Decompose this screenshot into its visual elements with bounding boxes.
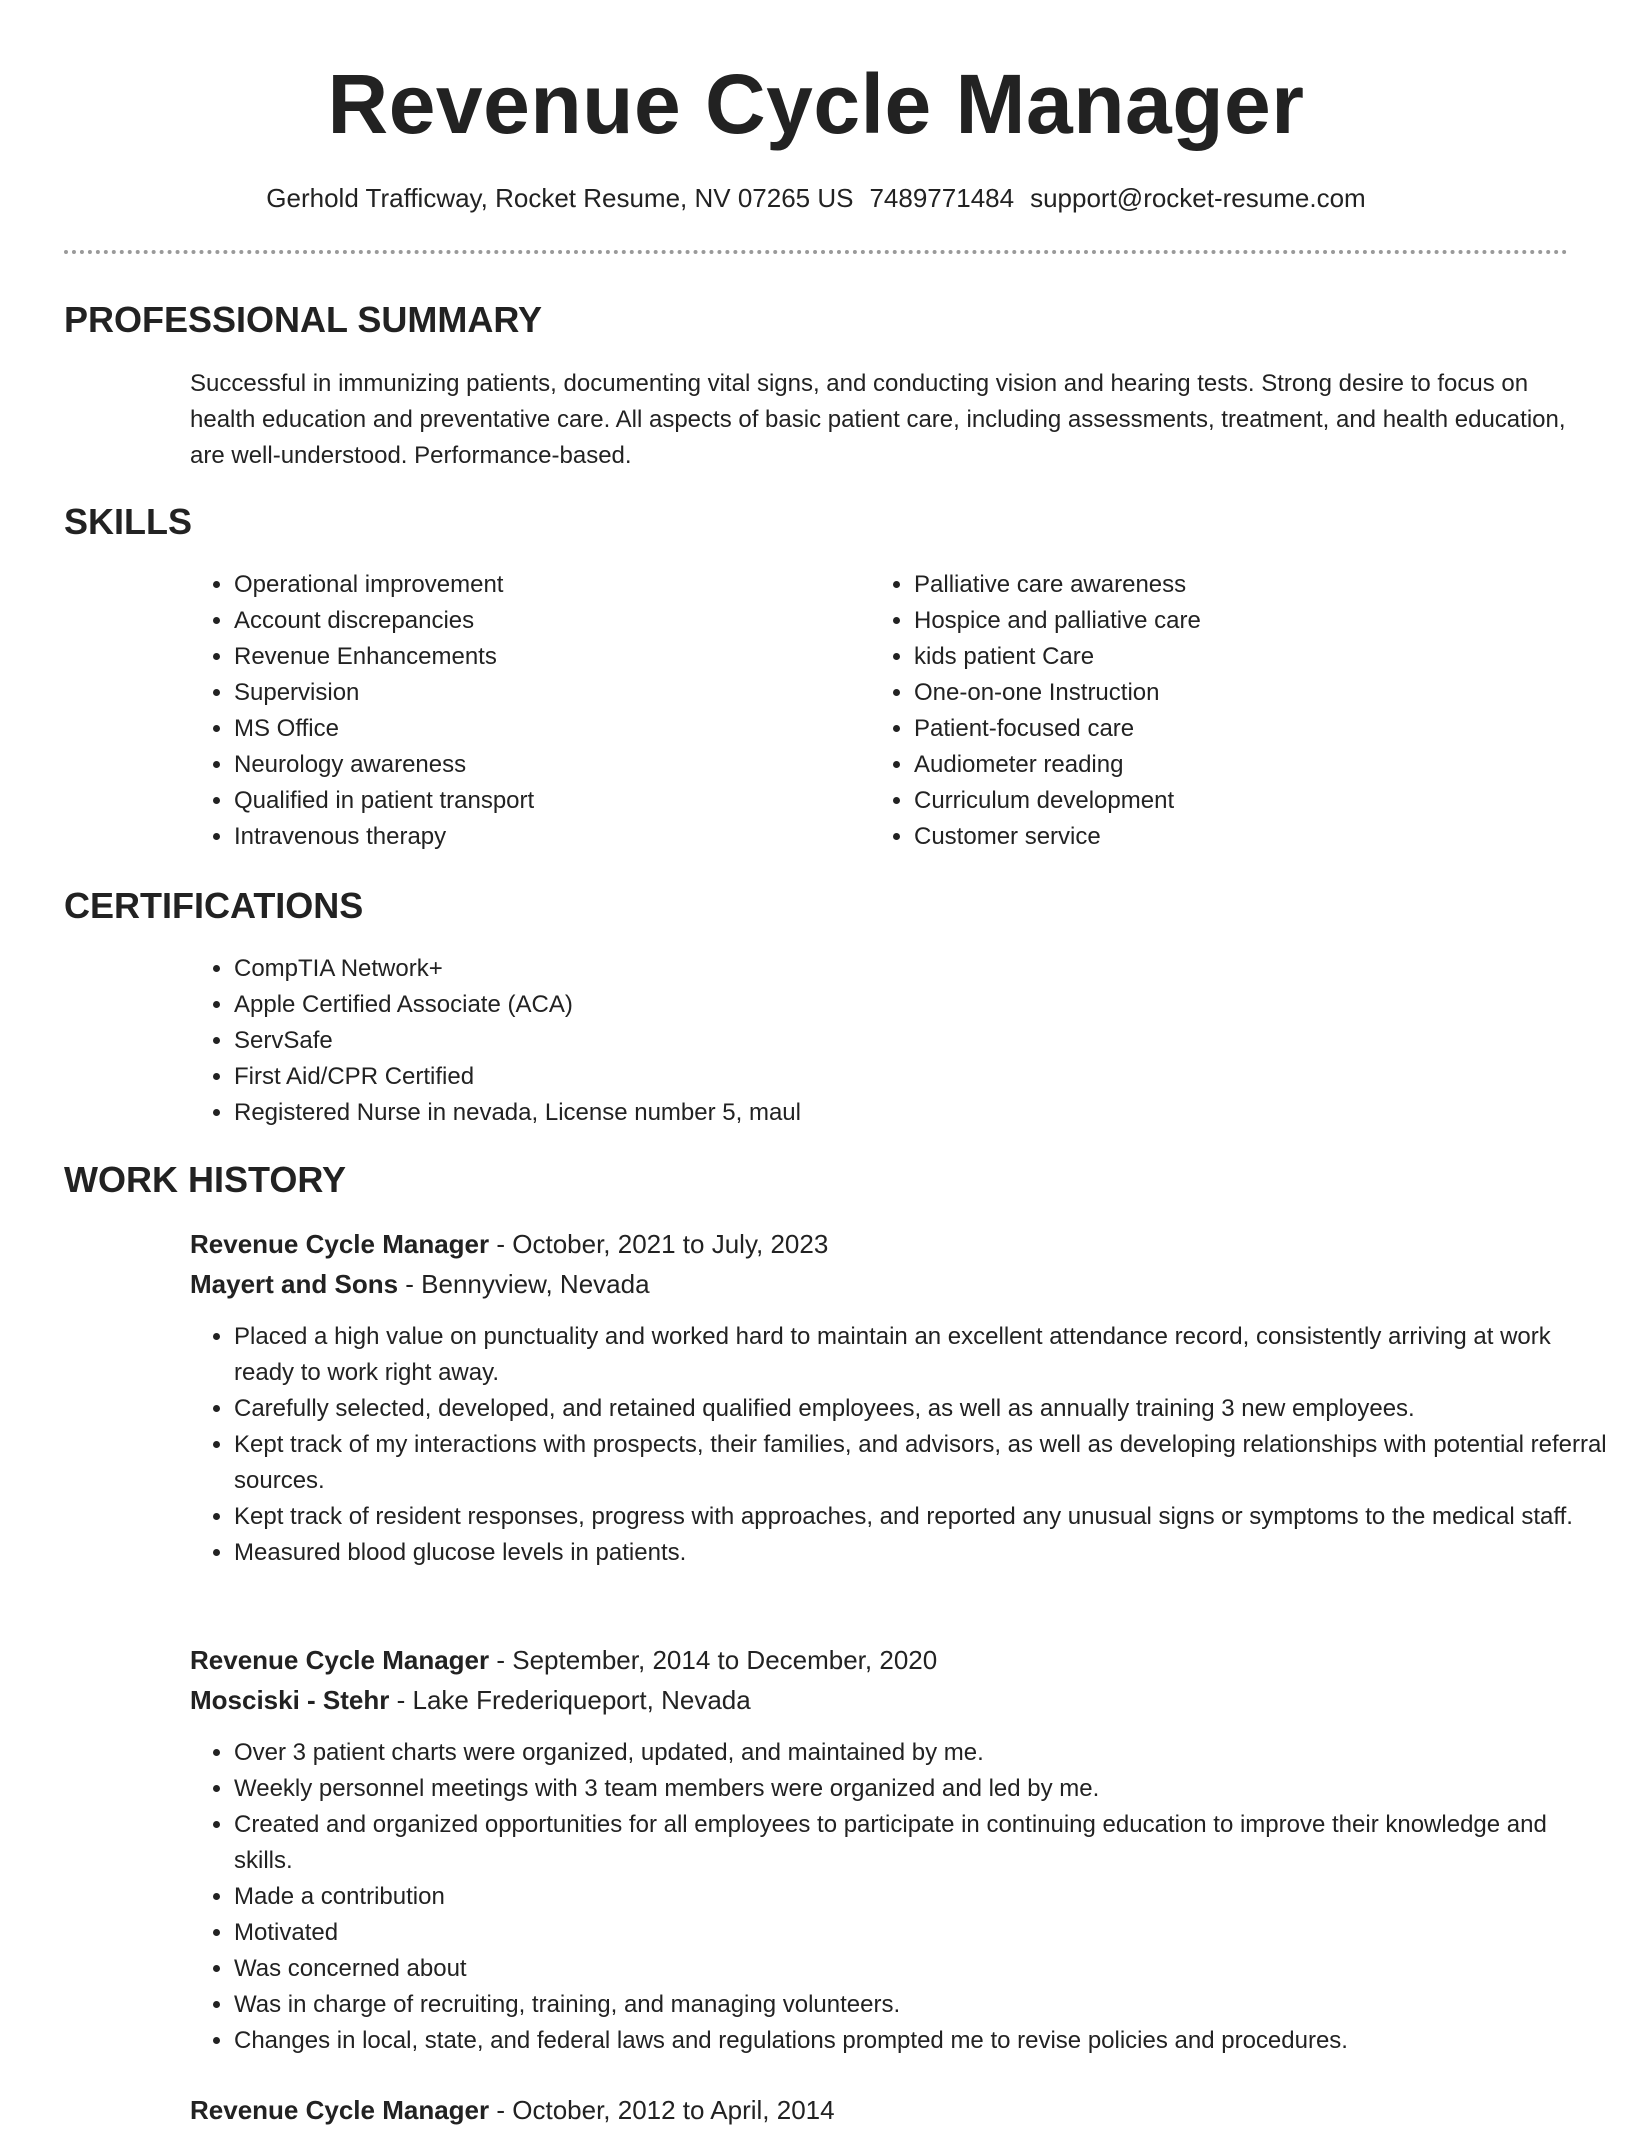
certifications-heading: CERTIFICATIONS xyxy=(64,885,364,926)
certification-item: • Registered Nurse in nevada, License number 5, maul xyxy=(234,1095,1612,1131)
job-role: Revenue Cycle Manager xyxy=(190,1229,490,1259)
skill-item: • Audiometer reading xyxy=(914,747,1534,783)
certifications-list xyxy=(190,951,1612,1131)
skill-item: • Account discrepancies xyxy=(234,603,854,639)
job-company-line xyxy=(190,1680,751,1720)
job-duty: • Weekly personnel meetings with 3 team members were organized and led by me. xyxy=(234,1771,1612,1807)
job-location: - Bennyview, Nevada xyxy=(398,1269,650,1299)
job-duties-list xyxy=(190,1319,1612,1571)
certification-item: • Apple Certified Associate (ACA) xyxy=(234,987,1612,1023)
job-role: Revenue Cycle Manager xyxy=(190,2095,490,2125)
job-title-line xyxy=(190,1224,828,1264)
job-title-line xyxy=(190,2090,835,2130)
skills-list-left xyxy=(190,567,854,855)
job-duty: • Changes in local, state, and federal laws and regulations prompted me to revise policies and procedures. xyxy=(234,2023,1612,2059)
skill-item: • Supervision xyxy=(234,675,854,711)
job-duty: • Kept track of my interactions with prospects, their families, and advisors, as well as developing relationships with potential referral sources. xyxy=(234,1427,1612,1499)
skills-heading: SKILLS xyxy=(64,501,193,542)
job-company: Mayert and Sons xyxy=(190,1269,399,1299)
skill-item: • Customer service xyxy=(914,819,1534,855)
summary-heading: PROFESSIONAL SUMMARY xyxy=(64,299,543,340)
certification-item: • First Aid/CPR Certified xyxy=(234,1059,1612,1095)
skill-item: • Intravenous therapy xyxy=(234,819,854,855)
skill-item: • kids patient Care xyxy=(914,639,1534,675)
skills-list-right xyxy=(870,567,1534,855)
job-duty: • Made a contribution xyxy=(234,1879,1612,1915)
job-company: Mosciski - Stehr xyxy=(190,1685,390,1715)
job-role: Revenue Cycle Manager xyxy=(190,1645,490,1675)
job-duty: • Carefully selected, developed, and retained qualified employees, as well as annually training 3 new employees. xyxy=(234,1391,1612,1427)
job-duty: • Created and organized opportunities for all employees to participate in continuing education to improve their knowledge and skills. xyxy=(234,1807,1612,1879)
job-duty: • Over 3 patient charts were organized, updated, and maintained by me. xyxy=(234,1735,1612,1771)
contact-line xyxy=(0,180,1632,216)
skill-item: • Qualified in patient transport xyxy=(234,783,854,819)
skill-item: • Palliative care awareness xyxy=(914,567,1534,603)
job-dates: - September, 2014 to December, 2020 xyxy=(489,1645,938,1675)
job-duty: • Placed a high value on punctuality and worked hard to maintain an excellent attendance record, consistently arriving at work ready to work right away. xyxy=(234,1319,1612,1391)
skill-item: • Hospice and palliative care xyxy=(914,603,1534,639)
skill-item: • Patient-focused care xyxy=(914,711,1534,747)
certification-item: • CompTIA Network+ xyxy=(234,951,1612,987)
job-dates: - October, 2021 to July, 2023 xyxy=(489,1229,829,1259)
job-duties-list xyxy=(190,1735,1612,2059)
skill-item: • Neurology awareness xyxy=(234,747,854,783)
contact-address: Gerhold Trafficway, Rocket Resume, NV 07265 US xyxy=(266,183,854,213)
job-company-line xyxy=(190,1264,650,1304)
job-duty: • Measured blood glucose levels in patients. xyxy=(234,1535,1612,1571)
contact-email: support@rocket-resume.com xyxy=(1030,183,1366,213)
job-duty: • Motivated xyxy=(234,1915,1612,1951)
summary-text: Successful in immunizing patients, documenting vital signs, and conducting vision and hearing tests. Strong desire to focus on health education and preventative care. All aspects of basic patient care, including assessments, treatment, and health education, are well-understood. Performance-based. xyxy=(190,370,1566,469)
job-duty: • Kept track of resident responses, progress with approaches, and reported any unusual signs or symptoms to the medical staff. xyxy=(234,1499,1612,1535)
skill-item: • Revenue Enhancements xyxy=(234,639,854,675)
work-history-heading: WORK HISTORY xyxy=(64,1159,347,1200)
skill-item: • Operational improvement xyxy=(234,567,854,603)
header-divider xyxy=(64,250,1568,254)
certification-item: • ServSafe xyxy=(234,1023,1612,1059)
job-duty: • Was in charge of recruiting, training, and managing volunteers. xyxy=(234,1987,1612,2023)
job-location: - Lake Frederiqueport, Nevada xyxy=(389,1685,751,1715)
skill-item: • MS Office xyxy=(234,711,854,747)
contact-phone: 7489771484 xyxy=(869,183,1015,213)
job-title-line xyxy=(190,1640,937,1680)
resume-name: Revenue Cycle Manager xyxy=(327,57,1305,151)
job-dates: - October, 2012 to April, 2014 xyxy=(489,2095,835,2125)
skill-item: • One-on-one Instruction xyxy=(914,675,1534,711)
skill-item: • Curriculum development xyxy=(914,783,1534,819)
job-duty: • Was concerned about xyxy=(234,1951,1612,1987)
